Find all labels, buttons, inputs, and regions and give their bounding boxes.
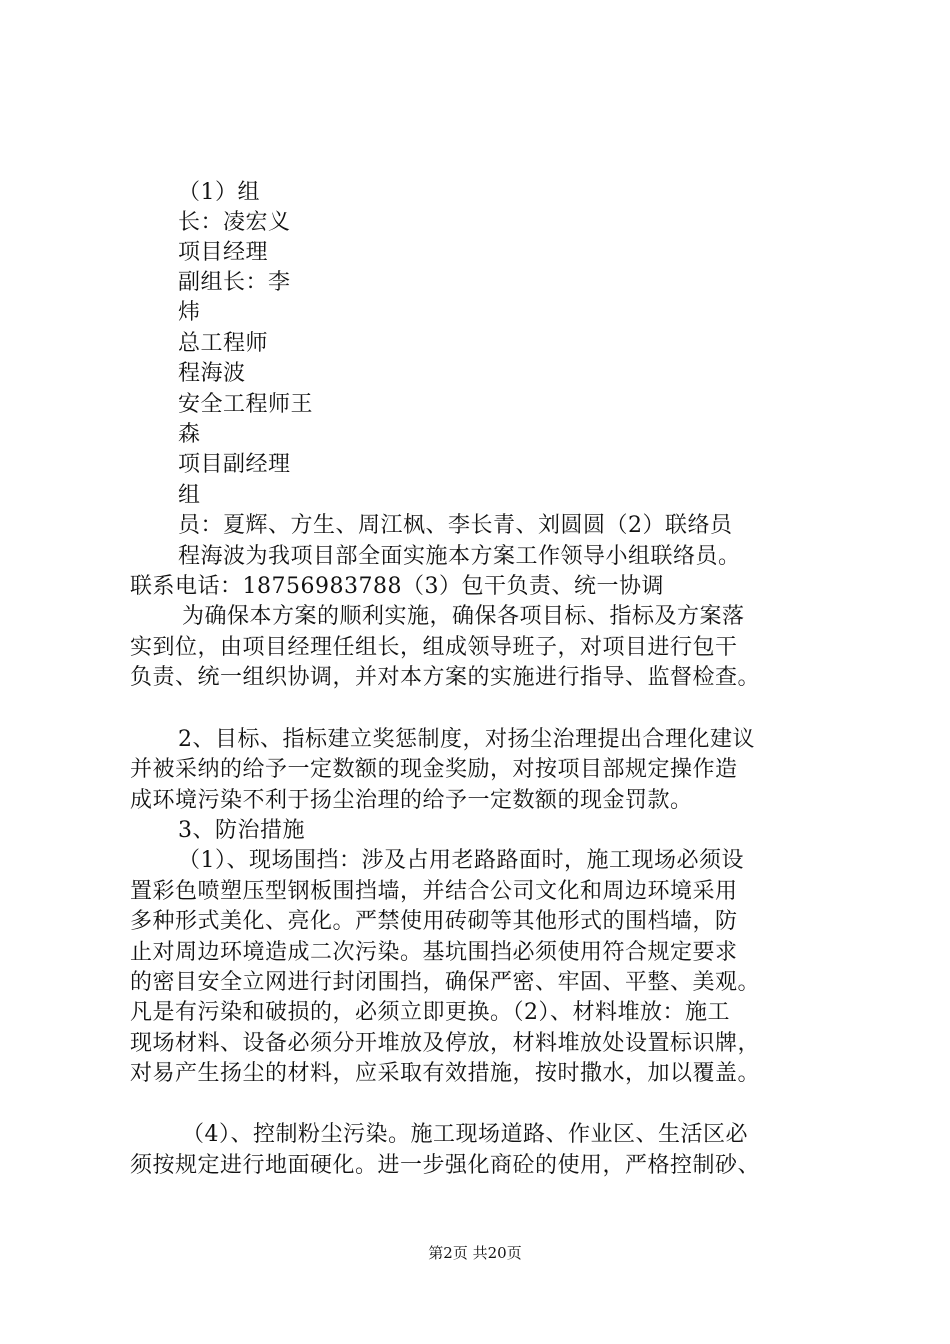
text-line: 对易产生扬尘的材料，应采取有效措施，按时撒水，加以覆盖。 — [130, 1061, 761, 1086]
text-line: 并被采纳的给予一定数额的现金奖励，对按项目部规定操作造 — [130, 757, 738, 782]
text-line: （4）、控制粉尘污染。施工现场道路、作业区、生活区必 — [182, 1122, 748, 1147]
text-line: 多种形式美化、亮化。严禁使用砖砌等其他形式的围档墙，防 — [130, 909, 738, 934]
text-line: 组 — [178, 483, 201, 508]
text-line: 炜 — [178, 300, 201, 325]
text-line: 总工程师 — [178, 331, 269, 356]
text-line: 为确保本方案的顺利实施，确保各项目标、指标及方案落 — [182, 604, 745, 629]
text-line: 森 — [178, 422, 201, 447]
text-line: 凡是有污染和破损的，必须立即更换。（2）、材料堆放：施工 — [130, 1000, 730, 1025]
text-line: 的密目安全立网进行封闭围挡，确保严密、牢固、平整、美观。 — [130, 970, 761, 995]
text-line: 副组长：李 — [178, 270, 291, 295]
text-line: 现场材料、设备必须分开堆放及停放，材料堆放处设置标识牌， — [130, 1031, 761, 1056]
text-line: 项目副经理 — [178, 452, 291, 477]
text-line: 2、目标、指标建立奖惩制度，对扬尘治理提出合理化建议 — [178, 727, 755, 752]
text-line: 止对周边环境造成二次污染。基坑围挡必须使用符合规定要求 — [130, 940, 738, 965]
text-line: （1）组 — [178, 180, 260, 205]
text-line: （1）、现场围挡：涉及占用老路路面时，施工现场必须设 — [178, 848, 744, 873]
page-footer: 第2页 共20页 — [428, 1244, 522, 1262]
text-line: 实到位，由项目经理任组长，组成领导班子，对项目进行包干 — [130, 635, 738, 660]
text-line: 项目经理 — [178, 240, 269, 265]
text-line: 3、防治措施 — [178, 818, 305, 843]
text-line: 安全工程师王 — [178, 392, 314, 417]
text-line: 长：凌宏义 — [178, 210, 291, 235]
text-line: 须按规定进行地面硬化。进一步强化商砼的使用，严格控制砂、 — [130, 1153, 761, 1178]
text-line: 程海波为我项目部全面实施本方案工作领导小组联络员。 — [178, 544, 741, 569]
text-line: 员：夏辉、方生、周江枫、李长青、刘圆圆（2）联络员 — [178, 513, 733, 538]
text-line: 联系电话：18756983788（3）包干负责、统一协调 — [130, 574, 664, 599]
text-line: 负责、统一组织协调，并对本方案的实施进行指导、监督检查。 — [130, 665, 761, 690]
text-line: 程海波 — [178, 361, 246, 386]
text-line: 成环境污染不利于扬尘治理的给予一定数额的现金罚款。 — [130, 788, 693, 813]
text-line: 置彩色喷塑压型钢板围挡墙，并结合公司文化和周边环境采用 — [130, 879, 738, 904]
